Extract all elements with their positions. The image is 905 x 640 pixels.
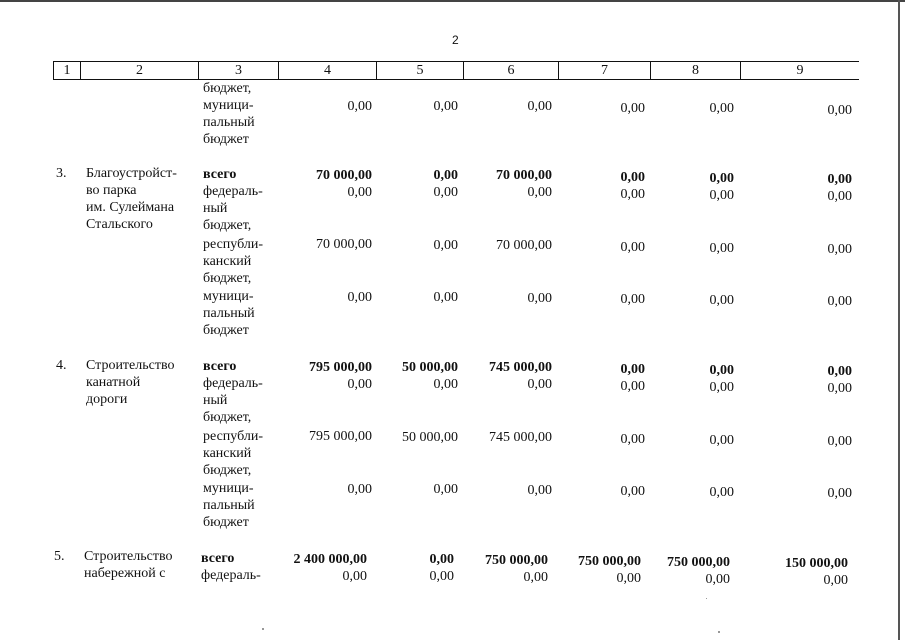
republic-value: 0,00 [827,242,852,257]
row-name: Строительство набережной с [84,549,173,581]
federal-value: 0,00 [433,377,458,392]
republic-value: 0,00 [709,241,734,256]
federal-value: 0,00 [429,569,454,584]
scan-speck [718,631,720,633]
municipal-value: 0,00 [709,293,734,308]
federal-budget-label: федераль- ный бюджет, [203,376,263,425]
federal-value: 0,00 [620,187,645,202]
total-value: 750 000,00 [485,553,548,568]
federal-value: 0,00 [709,188,734,203]
total-value: 0,00 [827,364,852,379]
total-value: 795 000,00 [309,360,372,375]
total-label: всего [203,359,237,374]
federal-value: 0,00 [527,185,552,200]
continuation-value: 0,00 [620,101,645,116]
municipal-value: 0,00 [827,294,852,309]
continuation-value: 0,00 [709,101,734,116]
header-top-rule [53,61,859,62]
republic-value: 0,00 [709,433,734,448]
scan-right-edge [898,0,900,640]
municipal-value: 0,00 [709,485,734,500]
republic-value: 0,00 [433,238,458,253]
federal-value: 0,00 [616,571,641,586]
federal-value: 0,00 [523,570,548,585]
continuation-value: 0,00 [827,103,852,118]
republic-value: 0,00 [620,240,645,255]
republic-value: 795 000,00 [309,429,372,444]
total-value: 0,00 [620,170,645,185]
total-value: 2 400 000,00 [293,552,367,567]
republic-value: 0,00 [620,432,645,447]
municipal-budget-label: муници- пальный бюджет [203,481,255,530]
republic-budget-label: республи- канский бюджет, [203,429,263,478]
municipal-value: 0,00 [433,290,458,305]
federal-value: 0,00 [705,572,730,587]
municipal-value: 0,00 [347,482,372,497]
federal-value: 0,00 [827,381,852,396]
row-number: 5. [54,549,65,564]
header-cell-8: 8 [692,63,699,78]
federal-budget-label: федераль- ный бюджет, [203,184,263,233]
scan-speck [262,628,264,630]
federal-value: 0,00 [347,185,372,200]
total-value: 0,00 [827,172,852,187]
total-label: всего [203,167,237,182]
federal-value: 0,00 [342,569,367,584]
header-cell-4: 4 [324,63,331,78]
federal-value: 0,00 [433,185,458,200]
municipal-value: 0,00 [620,292,645,307]
total-value: 750 000,00 [667,555,730,570]
header-bottom-rule [53,79,859,80]
scan-speck [706,598,707,599]
municipal-value: 0,00 [527,291,552,306]
municipal-value: 0,00 [827,486,852,501]
header-cell-6: 6 [507,63,515,78]
page-number: 2 [452,33,459,47]
header-cell-1: 1 [63,63,71,78]
row-name: Строительство канатной дороги [86,358,175,407]
federal-value: 0,00 [347,377,372,392]
republic-budget-label: республи- канский бюджет, [203,237,263,286]
header-cell-7: 7 [601,63,608,78]
federal-budget-label: федераль- [201,568,261,583]
federal-value: 0,00 [827,189,852,204]
header-cell-2: 2 [136,63,143,78]
total-value: 50 000,00 [402,360,458,375]
total-value: 745 000,00 [489,360,552,375]
municipal-value: 0,00 [620,484,645,499]
continuation-value: 0,00 [527,99,552,114]
republic-value: 50 000,00 [402,430,458,445]
total-value: 0,00 [709,171,734,186]
total-value: 70 000,00 [496,168,552,183]
municipal-value: 0,00 [527,483,552,498]
federal-value: 0,00 [709,380,734,395]
republic-value: 70 000,00 [496,238,552,253]
municipal-value: 0,00 [433,482,458,497]
total-value: 750 000,00 [578,554,641,569]
republic-value: 70 000,00 [316,237,372,252]
total-value: 0,00 [709,363,734,378]
municipal-value: 0,00 [347,290,372,305]
total-label: всего [201,551,235,566]
row-name: Благоустройст- во парка им. Сулеймана Стальского [86,166,177,232]
continuation-value: 0,00 [347,99,372,114]
header-cell-5: 5 [416,63,424,78]
republic-value: 745 000,00 [489,430,552,445]
federal-value: 0,00 [620,379,645,394]
total-value: 150 000,00 [785,556,848,571]
total-value: 70 000,00 [316,168,372,183]
row-number: 4. [56,358,67,373]
republic-value: 0,00 [827,434,852,449]
continuation-value: 0,00 [433,99,458,114]
continuation-budget-label: бюджет, муници- пальный бюджет [203,81,255,147]
row-number: 3. [56,166,67,181]
scan-top-edge [0,0,905,2]
header-cell-3: 3 [235,63,242,78]
total-value: 0,00 [620,362,645,377]
municipal-budget-label: муници- пальный бюджет [203,289,255,338]
total-value: 0,00 [433,168,458,183]
federal-value: 0,00 [527,377,552,392]
header-cell-9: 9 [796,63,804,78]
federal-value: 0,00 [823,573,848,588]
total-value: 0,00 [429,552,454,567]
